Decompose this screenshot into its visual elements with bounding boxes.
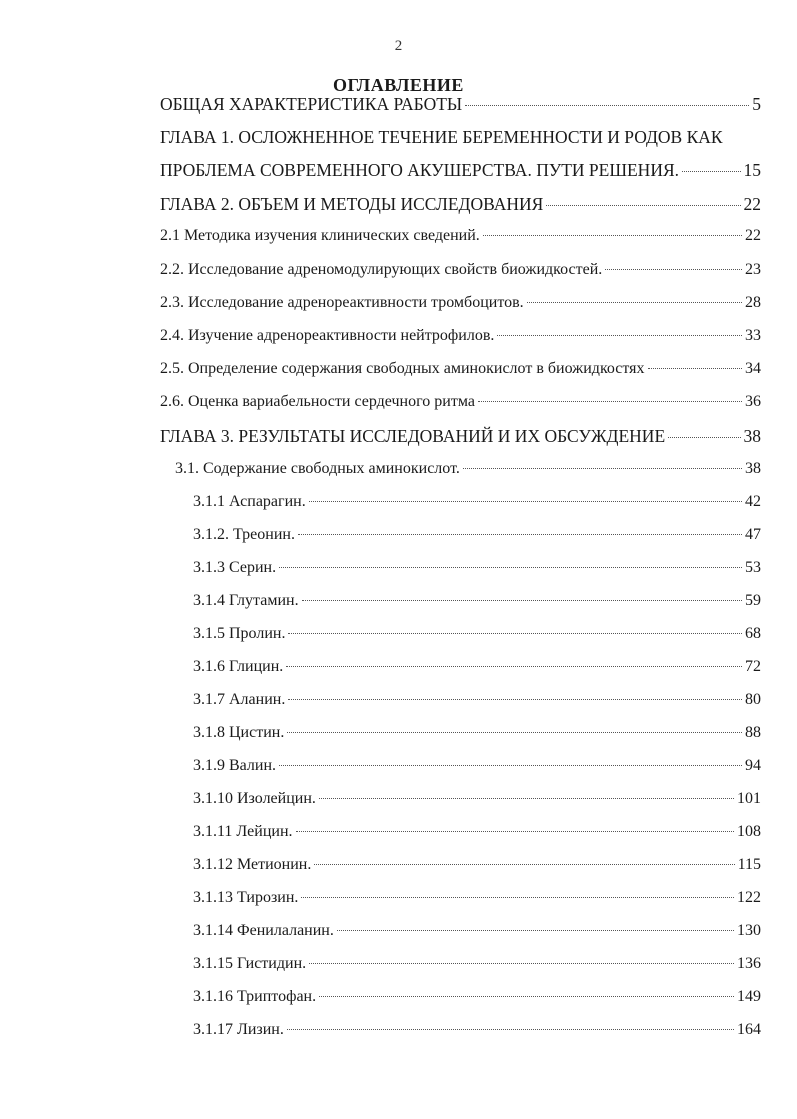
dot-leader xyxy=(478,401,742,402)
toc-entry-text: 3.1.4 Глутамин. xyxy=(193,592,299,609)
toc-entry-text: 3.1.5 Пролин. xyxy=(193,625,286,642)
toc-entry-page: 88 xyxy=(745,724,761,741)
toc-entry-text: 3.1.6 Глицин. xyxy=(193,658,284,675)
toc-entry-page: 59 xyxy=(745,592,761,609)
toc-entry-page: 5 xyxy=(752,94,761,114)
toc-entry-3-1-6[interactable] xyxy=(193,658,761,676)
toc-entry-chapter-3[interactable] xyxy=(160,426,761,447)
toc-entry-3-1-9[interactable] xyxy=(193,757,761,775)
dot-leader xyxy=(648,368,742,369)
toc-entry-2-1[interactable] xyxy=(160,227,761,245)
dot-leader xyxy=(298,534,742,535)
dot-leader xyxy=(319,996,734,997)
toc-entry-text: 2.3. Исследование адренореактивности тромбоцитов. xyxy=(160,294,524,311)
toc-entry-3-1[interactable] xyxy=(175,460,761,478)
toc-entry-page: 38 xyxy=(745,460,761,477)
toc-entry-3-1-11[interactable] xyxy=(193,823,761,841)
toc-entry-3-1-17[interactable] xyxy=(193,1021,761,1039)
dot-leader xyxy=(314,864,734,865)
toc-entry-page: 23 xyxy=(745,261,761,278)
toc-entry-page: 53 xyxy=(745,559,761,576)
dot-leader xyxy=(288,699,742,700)
toc-entry-page: 47 xyxy=(745,526,761,543)
toc-entry-page: 80 xyxy=(745,691,761,708)
toc-entry-3-1-7[interactable] xyxy=(193,691,761,709)
dot-leader xyxy=(682,171,740,172)
toc-entry-3-1-13[interactable] xyxy=(193,889,761,907)
toc-entry-page: 94 xyxy=(745,757,761,774)
toc-entry-text: 3.1.11 Лейцин. xyxy=(193,823,293,840)
toc-entry-page: 149 xyxy=(737,988,761,1005)
dot-leader xyxy=(296,831,735,832)
dot-leader xyxy=(337,930,734,931)
toc-entry-general[interactable] xyxy=(160,94,761,115)
toc-entry-page: 15 xyxy=(743,160,761,180)
toc-entry-3-1-10[interactable] xyxy=(193,790,761,808)
toc-entry-page: 101 xyxy=(737,790,761,807)
toc-entry-text: ГЛАВА 3. РЕЗУЛЬТАТЫ ИССЛЕДОВАНИЙ И ИХ ОБСУЖДЕНИЕ xyxy=(160,426,666,446)
toc-entry-text: 3.1. Содержание свободных аминокислот. xyxy=(175,460,460,477)
toc-entry-text: ПРОБЛЕМА СОВРЕМЕННОГО АКУШЕРСТВА. ПУТИ РЕШЕНИЯ. xyxy=(160,160,680,180)
dot-leader xyxy=(279,567,742,568)
toc-entry-text: 2.6. Оценка вариабельности сердечного ритма xyxy=(160,393,475,410)
toc-entry-chapter-2[interactable] xyxy=(160,194,761,215)
toc-entry-text: 3.1.12 Метионин. xyxy=(193,856,312,873)
dot-leader xyxy=(309,501,742,502)
dot-leader xyxy=(319,798,734,799)
toc-entry-2-2[interactable] xyxy=(160,261,761,279)
toc-entry-text: 3.1.3 Серин. xyxy=(193,559,277,576)
toc-entry-page: 42 xyxy=(745,493,761,510)
toc-entry-page: 72 xyxy=(745,658,761,675)
toc-entry-3-1-3[interactable] xyxy=(193,559,761,577)
toc-entry-page: 36 xyxy=(745,393,761,410)
toc-entry-page: 108 xyxy=(737,823,761,840)
dot-leader xyxy=(309,963,734,964)
dot-leader xyxy=(483,235,742,236)
toc-entry-text: 3.1.17 Лизин. xyxy=(193,1021,284,1038)
toc-entry-page: 136 xyxy=(737,955,761,972)
toc-entry-page: 115 xyxy=(737,856,761,873)
toc-entry-text: 3.1.10 Изолейцин. xyxy=(193,790,316,807)
toc-entry-3-1-16[interactable] xyxy=(193,988,761,1006)
toc-entry-page: 122 xyxy=(737,889,761,906)
toc-entry-3-1-12[interactable] xyxy=(193,856,761,874)
toc-entry-page: 22 xyxy=(743,194,761,214)
dot-leader xyxy=(301,897,734,898)
toc-entry-text: 3.1.9 Валин. xyxy=(193,757,277,774)
toc-entry-text: ОБЩАЯ ХАРАКТЕРИСТИКА РАБОТЫ xyxy=(160,94,463,114)
page-number: 2 xyxy=(394,38,403,54)
toc-entry-chapter-1[interactable] xyxy=(160,127,761,148)
dot-leader xyxy=(465,105,749,106)
toc-entry-2-4[interactable] xyxy=(160,327,761,345)
dot-leader xyxy=(288,633,742,634)
toc-entry-text: ГЛАВА 2. ОБЪЕМ И МЕТОДЫ ИССЛЕДОВАНИЯ xyxy=(160,194,544,214)
toc-entry-text: 3.1.15 Гистидин. xyxy=(193,955,307,972)
toc-entry-text: ГЛАВА 1. ОСЛОЖНЕННОЕ ТЕЧЕНИЕ БЕРЕМЕННОСТИ И РОДОВ КАК xyxy=(160,127,723,147)
toc-entry-text: 2.1 Методика изучения клинических сведений. xyxy=(160,227,480,244)
toc-entry-2-3[interactable] xyxy=(160,294,761,312)
toc-entry-page: 28 xyxy=(745,294,761,311)
toc-entry-3-1-2[interactable] xyxy=(193,526,761,544)
toc-entry-2-6[interactable] xyxy=(160,393,761,411)
toc-entry-text: 2.5. Определение содержания свободных аминокислот в биожидкостях xyxy=(160,360,645,377)
toc-entry-page: 68 xyxy=(745,625,761,642)
toc-entry-text: 3.1.16 Триптофан. xyxy=(193,988,317,1005)
dot-leader xyxy=(287,1029,734,1030)
toc-entry-3-1-15[interactable] xyxy=(193,955,761,973)
dot-leader xyxy=(286,666,742,667)
toc-entry-page: 34 xyxy=(745,360,761,377)
toc-entry-text: 3.1.7 Аланин. xyxy=(193,691,286,708)
toc-entry-3-1-8[interactable] xyxy=(193,724,761,742)
toc-entry-text: 2.2. Исследование адреномодулирующих свойств биожидкостей. xyxy=(160,261,603,278)
dot-leader xyxy=(527,302,742,303)
dot-leader xyxy=(668,437,740,438)
toc-entry-text: 3.1.8 Цистин. xyxy=(193,724,285,741)
toc-entry-3-1-5[interactable] xyxy=(193,625,761,643)
dot-leader xyxy=(302,600,742,601)
toc-entry-2-5[interactable] xyxy=(160,360,761,378)
toc-title: ОГЛАВЛЕНИЕ xyxy=(333,75,464,95)
dot-leader xyxy=(463,468,742,469)
toc-entry-text: 2.4. Изучение адренореактивности нейтрофилов. xyxy=(160,327,495,344)
toc-entry-text: 3.1.2. Треонин. xyxy=(193,526,295,543)
dot-leader xyxy=(546,205,740,206)
dot-leader xyxy=(279,765,742,766)
dot-leader xyxy=(497,335,742,336)
toc-entry-3-1-14[interactable] xyxy=(193,922,761,940)
toc-entry-page: 33 xyxy=(745,327,761,344)
toc-entry-page: 164 xyxy=(737,1021,761,1038)
toc-entry-text: 3.1.14 Фенилаланин. xyxy=(193,922,334,939)
toc-entry-page: 130 xyxy=(737,922,761,939)
toc-entry-3-1-1[interactable] xyxy=(193,493,761,511)
toc-entry-page: 38 xyxy=(743,426,761,446)
dot-leader xyxy=(605,269,742,270)
toc-entry-text: 3.1.1 Аспарагин. xyxy=(193,493,306,510)
toc-entry-text: 3.1.13 Тирозин. xyxy=(193,889,299,906)
dot-leader xyxy=(287,732,742,733)
toc-entry-3-1-4[interactable] xyxy=(193,592,761,610)
toc-entry-chapter-1-cont[interactable] xyxy=(160,160,761,181)
toc-entry-page: 22 xyxy=(745,227,761,244)
